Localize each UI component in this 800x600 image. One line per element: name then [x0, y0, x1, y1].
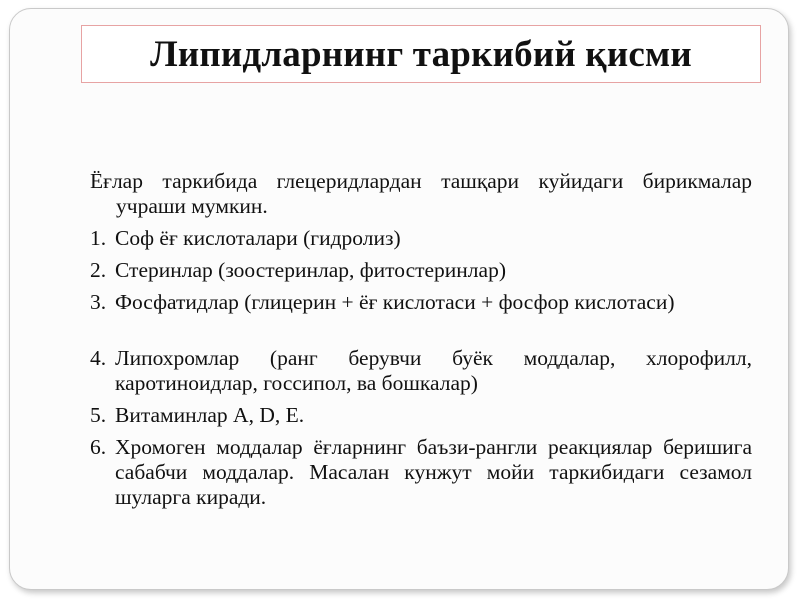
list-item: [90, 226, 752, 251]
component-list: [90, 226, 752, 510]
slide-title: Липидларнинг таркибий қисми: [150, 33, 692, 75]
list-item: [90, 435, 752, 510]
list-item: [90, 346, 752, 396]
list-number: 2.: [90, 258, 107, 282]
list-number: 6.: [90, 435, 107, 459]
title-box: [81, 25, 761, 83]
slide: [9, 8, 789, 590]
list-number: 3.: [90, 290, 107, 314]
list-item-text: Стеринлар (зоостеринлар, фитостеринлар): [115, 258, 506, 282]
list-item-text: Липохромлар (ранг берувчи буёк моддалар, хлорофилл, каротиноидлар, госсипол, ва бошкалар): [115, 346, 752, 395]
intro-paragraph: Ёғлар таркибида глецеридлардан ташқари куйидаги бирикмалар учраши мумкин.: [90, 169, 752, 218]
list-number: 5.: [90, 403, 107, 427]
list-item-text: Витаминлар A, D, E.: [115, 403, 305, 427]
list-number: 1.: [90, 226, 107, 250]
list-item-text: Хромоген моддалар ёғларнинг баъзи-рангли реакциялар беришига сабабчи моддалар. Масалан кунжут мойи таркибидаги сезамол шуларга киради.: [115, 435, 752, 509]
list-number: 4.: [90, 346, 107, 370]
list-item: [90, 258, 752, 283]
list-item: [90, 403, 752, 428]
list-item: [90, 290, 752, 315]
slide-body: [90, 169, 752, 510]
list-item-text: Соф ёғ кислоталари (гидролиз): [115, 226, 401, 250]
list-item-text: Фосфатидлар (глицерин + ёғ кислотаси + фосфор кислотаси): [115, 290, 675, 314]
